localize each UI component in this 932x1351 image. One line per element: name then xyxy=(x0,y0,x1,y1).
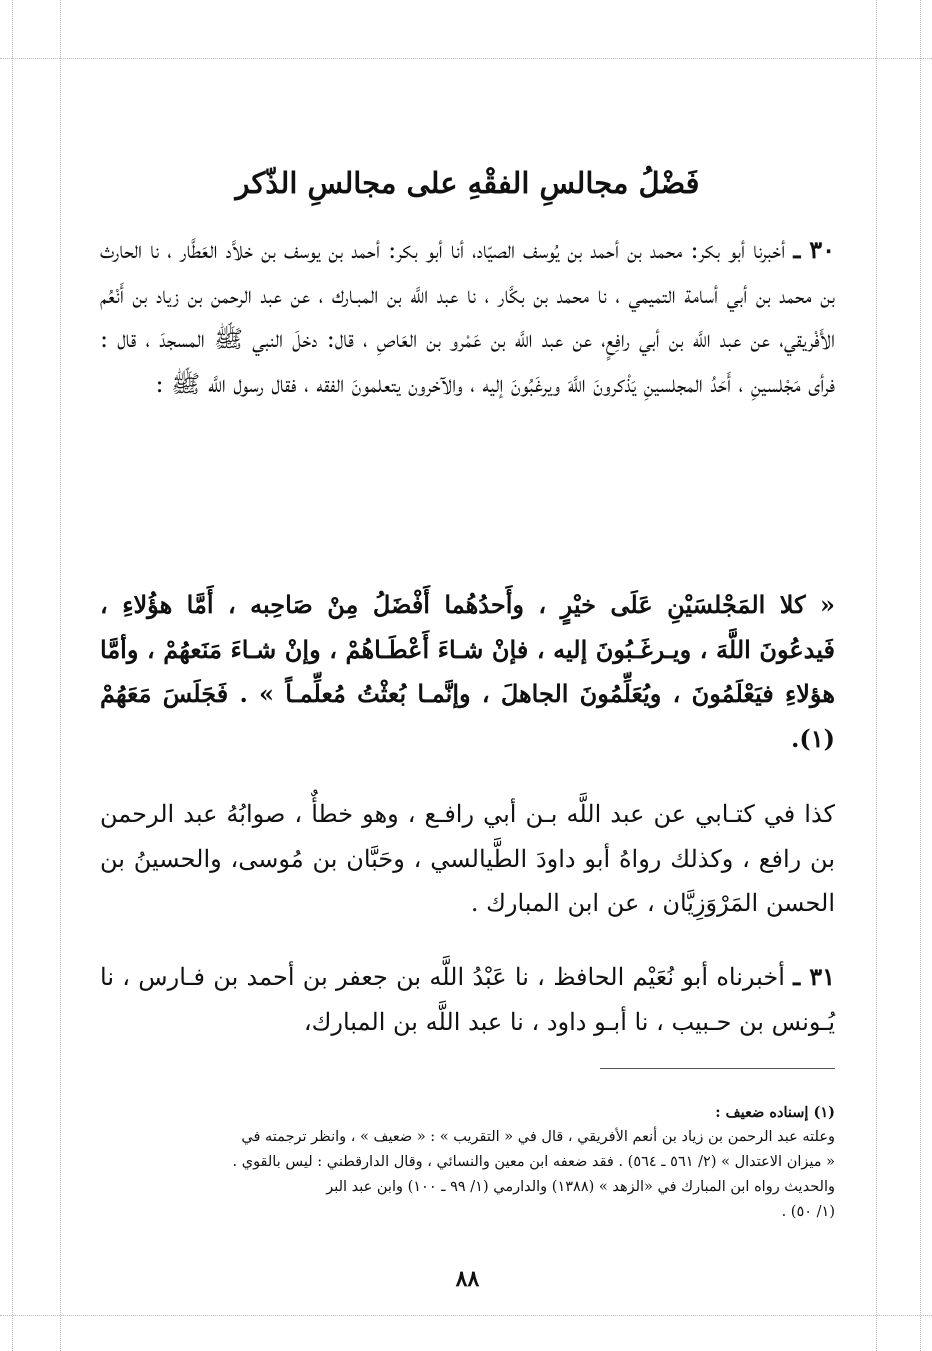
guide-line xyxy=(876,0,877,1351)
narration-text: أخبرنا أبو بكر: محمد بن أحمد بن يُوسف الصيّاد، أنا أبو بكر: أحمد بن يوسف بن خلاَّد العَطَّار ، نا الحارث بن محمد بن أبي أسامة التميمي ، نا محمد بن بكَّار ، نا عبد اللَّه بن المبـارك ، عن عبد الرحمن بن زياد بن أَنْعُم الأَفْريقي، عن عبد اللَّه بن أبي رافِعٍ، عن عبد اللَّه بن عَمْرو بن العَاصِ ، قال: دخلَ النبي ﷺ المسجدَ ، قال : فرأى مَجْلسينِ ، أَحَدُ المجلسينِ يَذْكرونَ اللَّهَ ويرغَبُونَ إليه ، والآخرون يتعلمونَ الفقه ، فقال رسول اللَّه ﷺ : xyxy=(100,236,836,398)
narration-number: ٣٠ ـ xyxy=(793,235,835,264)
footnote-divider xyxy=(600,1068,835,1069)
footnote-heading: (١) إسناده ضعيف : xyxy=(715,1104,835,1121)
hadith-text: « كلا المَجْلسَيْنِ عَلَى خيْرٍ ، وأَحدُهُما أَفْضَلُ مِنْ صَاحِبه ، أَمَّا هؤُلاءِ ، فَيدعُونَ اللَّهَ ، ويـرغَـبُونَ إليه ، فإنْ شـاءَ أَعْطَـاهُمْ ، وإنْ شـاءَ مَنَعهُمْ ، وأمَّا هؤلاءِ فيَعْلَمُونَ ، ويُعَلِّمُونَ الجاهلَ ، وإنَّمـا بُعثْتُ مُعلِّمـاً » . فَجَلَسَ مَعَهُمْ (١). xyxy=(100,590,835,753)
footnote-line: والحديث رواه ابن المبارك في «الزهد » (١٣٨٨) والدارمي (١/ ٩٩ ـ ١٠٠) وابن عبد البر xyxy=(326,1179,835,1195)
guide-line xyxy=(920,0,921,1351)
page-number: ٨٨ xyxy=(455,1266,480,1292)
paragraph-31 xyxy=(100,955,835,1044)
book-page xyxy=(100,0,835,1351)
guide-line xyxy=(12,0,13,1351)
section-title: فَضْلُ مجالسِ الفقْهِ على مجالسِ الذّكر xyxy=(235,166,700,200)
narration-number: ٣١ ـ xyxy=(793,962,835,991)
footnote-line: (١/ ٥٠) . xyxy=(781,1204,835,1220)
guide-line xyxy=(60,0,61,1351)
author-note: كذا في كتـابي عن عبد اللَّه بـن أبي رافـع ، وهو خطأٌ ، صوابُهُ عبد الرحمن بن رافع ، وكذلك رواهُ أبو داودَ الطَّيالسي ، وحَبَّان بن مُوسى، والحسينُ بن الحسن المَرْوَزِيَّان ، عن ابن المبارك . xyxy=(100,800,835,917)
footnotes xyxy=(100,1100,835,1225)
narration-text: أخبرناه أبو نُعَيْم الحافظ ، نا عَبْدُ اللَّه بن جعفر بن أحمد بن فـارس ، نا يُـونس بن حـبيب ، نا أبـو داود ، نا عبد اللَّه بن المبارك، xyxy=(100,963,835,1036)
footnote-line: « ميزان الاعتدال » (٢/ ٥٦١ ـ ٥٦٤) . فقد ضعفه ابن معين والنسائي ، وقال الدارقطني : ليس بالقوي . xyxy=(232,1154,835,1170)
paragraph-30 xyxy=(100,228,835,406)
footnote-line: وعلته عبد الرحمن بن زياد بن أنعم الأفريقي ، قال في « التقريب » : « ضعيف » ، وانظر ترجمته في xyxy=(241,1129,835,1145)
